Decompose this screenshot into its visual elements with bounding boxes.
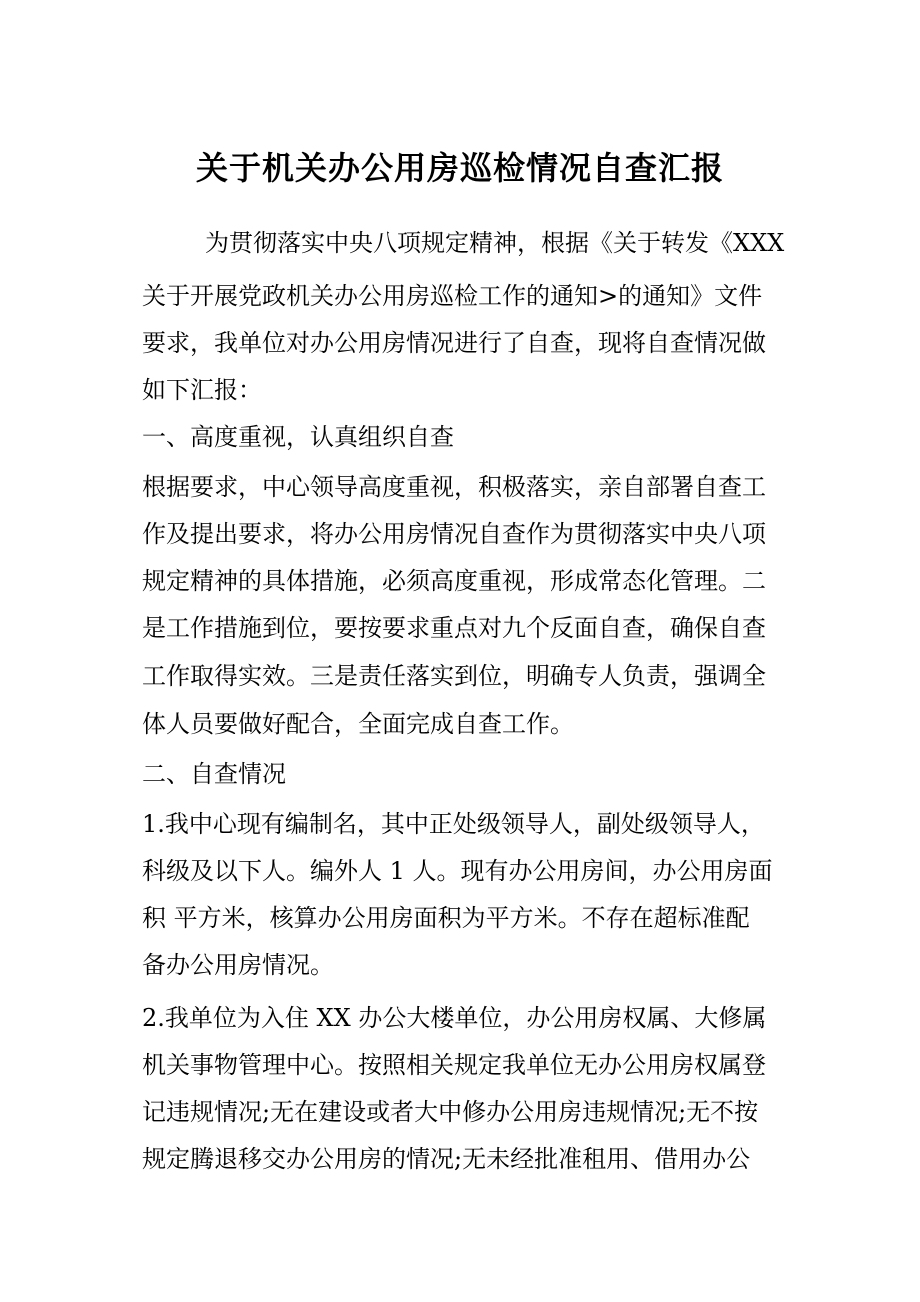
paragraph-line: 积 平方米，核算办公用房面积为平方米。不存在超标准配 <box>142 904 750 932</box>
paragraph-line: 体人员要做好配合，全面完成自查工作。 <box>142 710 574 738</box>
paragraph-line: 科级及以下人。编外人 1 人。现有办公用房间，办公用房面 <box>142 857 773 885</box>
section-heading: 一、高度重视，认真组织自查 <box>142 423 454 451</box>
paragraph-line: 如下汇报： <box>142 376 262 404</box>
paragraph-line: 为贯彻落实中央八项规定精神，根据《关于转发《XXX <box>205 229 785 257</box>
paragraph-line: 1.我中心现有编制名，其中正处级领导人，副处级领导人， <box>142 810 765 838</box>
paragraph-line: 规定腾退移交办公用房的情况;无未经批准租用、借用办公 <box>142 1145 751 1173</box>
paragraph-line: 根据要求，中心领导高度重视，积极落实，亲自部署自查工 <box>142 473 766 501</box>
section-heading: 二、自查情况 <box>142 760 286 788</box>
paragraph-line: 工作取得实效。三是责任落实到位，明确专人负责，强调全 <box>142 662 766 690</box>
paragraph-line: 规定精神的具体措施，必须高度重视，形成常态化管理。二 <box>142 567 766 595</box>
paragraph-line: 要求，我单位对办公用房情况进行了自查，现将自查情况做 <box>142 329 766 357</box>
document-title: 关于机关办公用房巡检情况自查汇报 <box>195 149 724 187</box>
paragraph-line: 备办公用房情况。 <box>142 951 334 979</box>
paragraph-line: 关于开展党政机关办公用房巡检工作的通知>的通知》文件 <box>142 282 763 310</box>
paragraph-line: 是工作措施到位，要按要求重点对九个反面自查，确保自查 <box>142 614 766 642</box>
paragraph-line: 作及提出要求，将办公用房情况自查作为贯彻落实中央八项 <box>142 520 766 548</box>
paragraph-line: 机关事物管理中心。按照相关规定我单位无办公用房权属登 <box>142 1051 766 1079</box>
paragraph-line: 2.我单位为入住 XX 办公大楼单位，办公用房权属、大修属 <box>142 1004 767 1032</box>
paragraph-line: 记违规情况;无在建设或者大中修办公用房违规情况;无不按 <box>142 1098 759 1126</box>
